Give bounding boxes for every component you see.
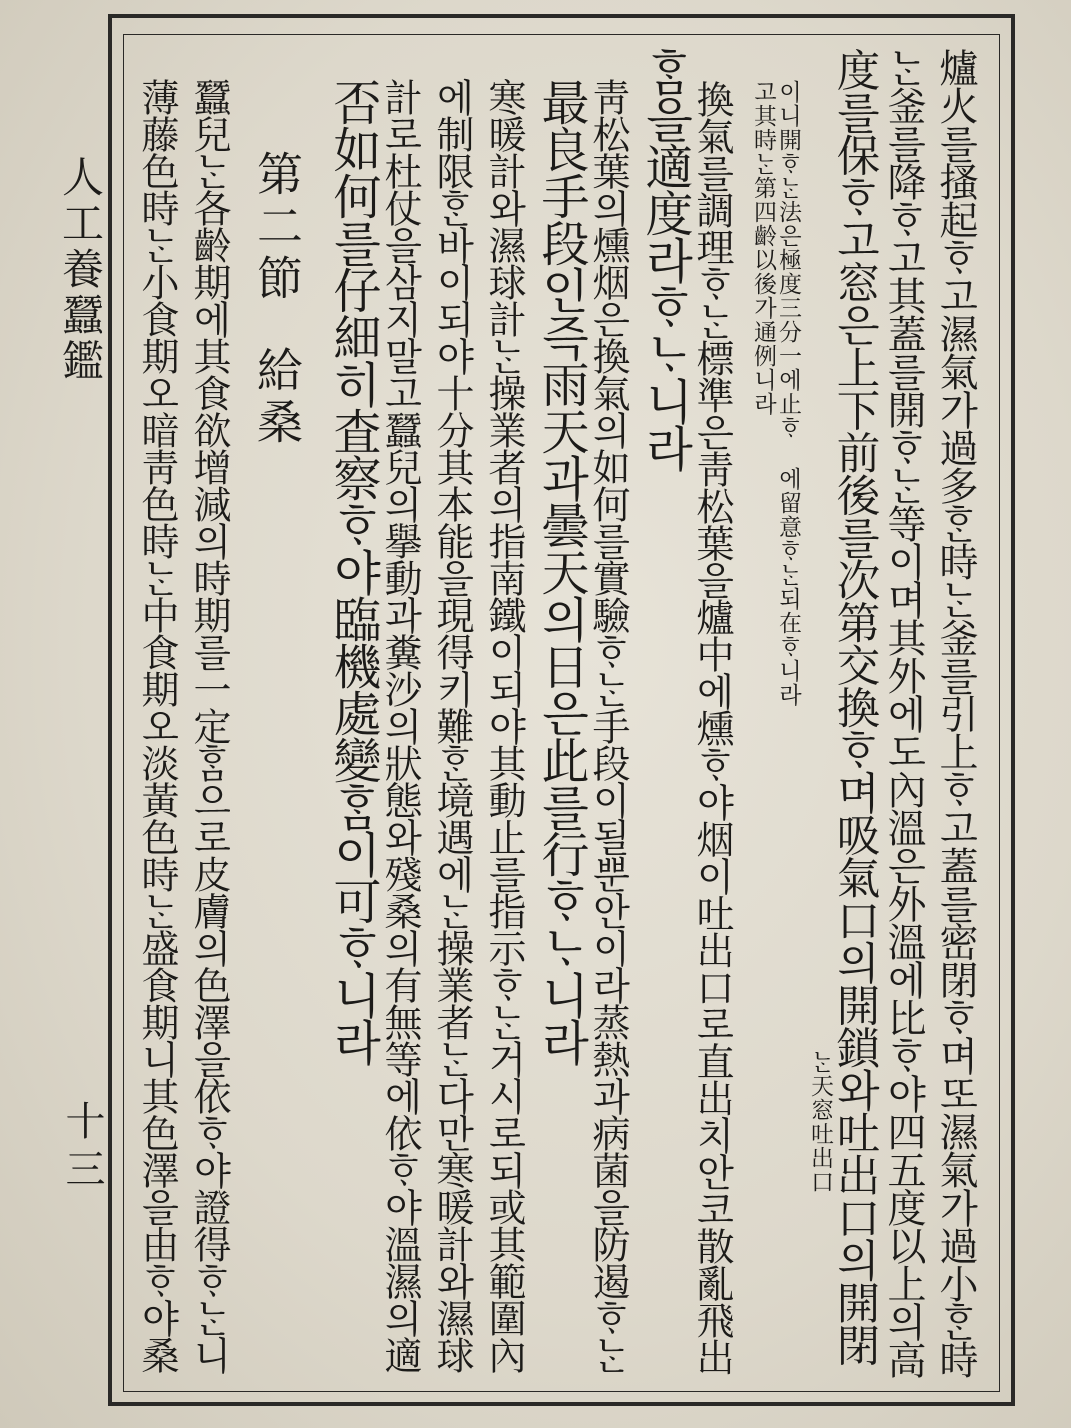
text-column-7: 最良手段인즉雨天과曇天의日은此를行ᄒᆞᄂᆞ니라 bbox=[533, 78, 589, 1065]
section-heading bbox=[244, 150, 310, 450]
text-column-5: ᄒᆞᆷ을適度라ᄒᆞᄂᆞ니라 bbox=[637, 48, 693, 471]
section-title: 給桑 bbox=[250, 346, 304, 450]
annotation-note-3: 고其時ᄂᆞᆫ第四齡以後가通例니라 bbox=[750, 80, 776, 416]
text-column-13: 薄藤色時ᄂᆞᆫ小食期오暗靑色時ᄂᆞᆫ中食期오淡黃色時ᄂᆞᆫ盛食期니其色澤을由ᄒᆞ야桑 bbox=[135, 78, 179, 1373]
page-number: 十三 bbox=[59, 1100, 105, 1196]
text-column-6: 靑松葉의燻烟은換氣의如何를實驗ᄒᆞᄂᆞᆫ手段이될뿐안이라蒸熱과病菌을防遏ᄒᆞᄂᆞᆫ bbox=[586, 78, 630, 1373]
text-column-11: 否如何를仔細히査察ᄒᆞ야臨機處變ᄒᆞᆷ이可ᄒᆞ니라 bbox=[325, 78, 381, 1065]
section-number: 第二節 bbox=[250, 150, 304, 306]
annotation-note-1: ᄂᆞᆫ天窓吐出口 bbox=[807, 1050, 833, 1194]
text-column-8: 寒暖計와濕球計ᄂᆞᆫ操業者의指南鐵이되야其動止를指示ᄒᆞᄂᆞᆫ거시로되或其範圍內 bbox=[482, 78, 526, 1373]
annotation-note-2: 이니開ᄒᆞᄂᆞᆫ法은極度三分一에止ᄒᆞ 에留意ᄒᆞᄂᆞᆫ되在ᄒᆞ니라 bbox=[775, 80, 801, 707]
text-column-9: 에制限ᄒᆞᆫ바이되야十分其本能을現得키難ᄒᆞᆫ境遇에ᄂᆞᆫ操業者ᄂᆞᆫ다만寒暖計와濕球 bbox=[430, 78, 474, 1373]
text-column-10: 計로杜仗을삼지말고蠶兒의擧動과糞沙의狀態와殘桑의有無等에依ᄒᆞ야溫濕의適 bbox=[378, 78, 422, 1373]
text-column-1: 爐火를搔起ᄒᆞ고濕氣가過多ᄒᆞᆫ時ᄂᆞᆫ釜를引上ᄒᆞ고蓋를密閉ᄒᆞ며또濕氣가過小ᄒᆞᆫ時 bbox=[933, 48, 978, 1378]
text-column-12: 蠶兒ᄂᆞᆫ各齡期에其食欲增減의時期를一定ᄒᆞᆷ으로皮膚의色澤을依ᄒᆞ야證得ᄒᆞᄂᆞᆫ니 bbox=[187, 78, 231, 1373]
text-column-3: 度를保ᄒᆞ고窓은上下前後를次第交換ᄒᆞ며吸氣口의開鎖와吐出口의開閉 bbox=[829, 48, 880, 1366]
text-column-2: ᄂᆞᆫ釜를降ᄒᆞ고其蓋를開ᄒᆞᄂᆞᆫ等이며其外에도內溫은外溫에比ᄒᆞ야四五度以上의高 bbox=[881, 48, 926, 1378]
text-column-4: 換氣를調理ᄒᆞᄂᆞᆫ標準은靑松葉을爐中에燻ᄒᆞ야烟이吐出口로直出치안코散亂飛出 bbox=[690, 80, 734, 1375]
running-title: 人工養蠶鑑 bbox=[56, 155, 105, 385]
